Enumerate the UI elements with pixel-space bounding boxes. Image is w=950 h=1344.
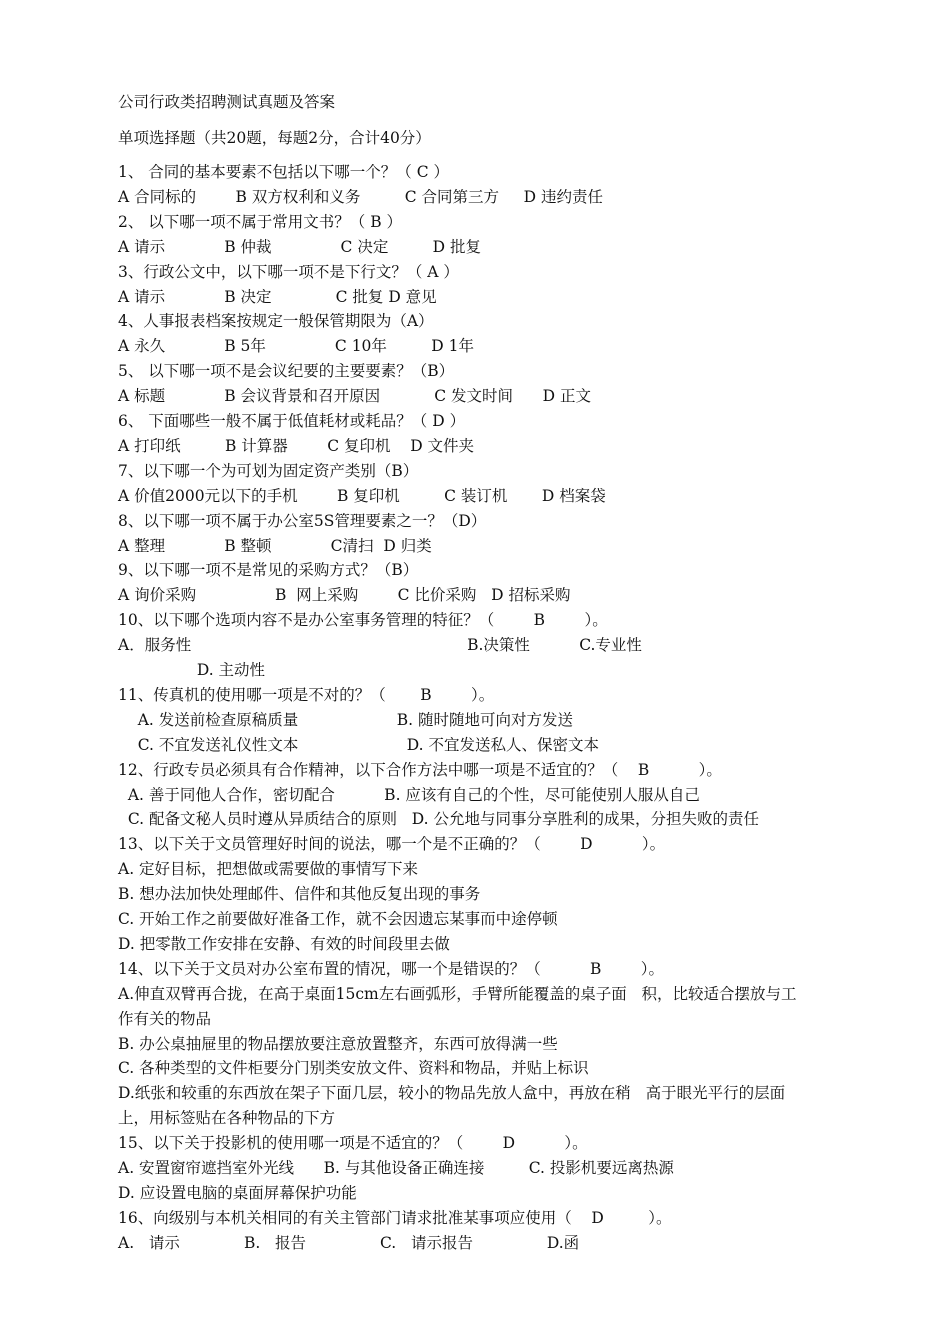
text-line: A 请示 B 决定 C 批复 D 意见 xyxy=(118,287,437,306)
text-line: B. 办公桌抽屉里的物品摆放要注意放置整齐，东西可放得满一些 xyxy=(118,1034,558,1053)
text-line: 3、行政公文中，以下哪一项不是下行文？（ A ） xyxy=(118,262,459,281)
text-line: 9、以下哪一项不是常见的采购方式？（B） xyxy=(118,561,419,580)
text-line: A 询价采购 B 网上采购 C 比价采购 D 招标采购 xyxy=(118,586,571,605)
text-line: A 价值2000元以下的手机 B 复印机 C 装订机 D 档案袋 xyxy=(118,486,606,505)
text-line: A 标题 B 会议背景和召开原因 C 发文时间 D 正文 xyxy=(118,387,591,406)
text-line: A. 定好目标，把想做或需要做的事情写下来 xyxy=(118,860,419,879)
text-line: A. 发送前检查原稿质量 B. 随时随地可向对方发送 xyxy=(118,710,574,729)
text-line: A 永久 B 5年 C 10年 D 1年 xyxy=(118,337,474,356)
text-line: 11、传真机的使用哪一项是不对的？（ B ）。 xyxy=(118,685,495,704)
text-line: A 整理 B 整顿 C清扫 D 归类 xyxy=(118,536,432,555)
text-line: A. 请示 B. 报告 C. 请示报告 D.函 xyxy=(118,1233,580,1252)
document-title: 公司行政类招聘测试真题及答案 xyxy=(118,93,336,111)
text-line: A 合同标的 B 双方权利和义务 C 合同第三方 D 违约责任 xyxy=(118,187,603,206)
text-line: C. 不宜发送礼仪性文本 D. 不宜发送私人、保密文本 xyxy=(118,735,599,754)
text-line: B. 想办法加快处理邮件、信件和其他反复出现的事务 xyxy=(118,885,481,904)
text-line: 14、以下关于文员对办公室布置的情况，哪一个是错误的？（ B ）。 xyxy=(118,959,665,978)
text-line: A 请示 B 仲裁 C 决定 D 批复 xyxy=(118,237,482,256)
text-line: 13、以下关于文员管理好时间的说法，哪一个是不正确的？（ D ）。 xyxy=(118,835,666,854)
text-line: 上，用标签贴在各种物品的下方 xyxy=(118,1109,336,1128)
text-line: 8、以下哪一项不属于办公室5S管理要素之一？（D） xyxy=(118,511,487,530)
text-line: 1、 合同的基本要素不包括以下哪一个？（ C ） xyxy=(118,163,450,181)
text-line: A. 善于同他人合作，密切配合 B. 应该有自己的个性，尽可能使别人服从自己 xyxy=(118,785,700,804)
text-line: A．服务性 B.决策性 C.专业性 xyxy=(118,636,642,655)
text-line: D.纸张和较重的东西放在架子下面几层，较小的物品先放人盒中，再放在稍 高于眼光平行的层面 xyxy=(118,1084,786,1103)
text-line: C. 各种类型的文件柜要分门别类安放文件、资料和物品，并贴上标识 xyxy=(118,1059,589,1078)
text-line: A.伸直双臂再合拢，在高于桌面15cm左右画弧形，手臂所能覆盖的桌子面 积，比较适合摆放与工 xyxy=(118,984,797,1003)
text-line: 12、行政专员必须具有合作精神，以下合作方法中哪一项是不适宜的？（ B ）。 xyxy=(118,760,722,779)
text-line: A. 安置窗帘遮挡室外光线 B. 与其他设备正确连接 C. 投影机要远离热源 xyxy=(118,1159,674,1177)
section-heading: 单项选择题（共20题，每题2分，合计40分） xyxy=(118,129,431,147)
text-line: C. 开始工作之前要做好准备工作，就不会因遗忘某事而中途停顿 xyxy=(118,910,558,928)
text-line: 5、 以下哪一项不是会议纪要的主要要素？（B） xyxy=(118,362,455,381)
text-line: D. 应设置电脑的桌面屏幕保护功能 xyxy=(118,1183,357,1202)
text-line: D. 主动性 xyxy=(118,661,266,679)
text-line: D. 把零散工作安排在安静、有效的时间段里去做 xyxy=(118,934,450,953)
text-line: 2、 以下哪一项不属于常用文书？（ B ） xyxy=(118,212,403,231)
text-line: C. 配备文秘人员时遵从异质结合的原则 D. 公允地与同事分享胜利的成果，分担失败的责任 xyxy=(118,810,760,829)
text-line: 15、以下关于投影机的使用哪一项是不适宜的？（ D ）。 xyxy=(118,1134,588,1153)
text-line: 6、 下面哪些一般不属于低值耗材或耗品？（ D ） xyxy=(118,412,466,430)
text-line: 7、以下哪一个为可划为固定资产类别（B） xyxy=(118,461,419,480)
text-line: A 打印纸 B 计算器 C 复印机 D 文件夹 xyxy=(118,436,475,455)
text-line: 4、人事报表档案按规定一般保管期限为（A） xyxy=(118,312,434,331)
text-line: 作有关的物品 xyxy=(118,1009,212,1028)
text-line: 10、以下哪个选项内容不是办公室事务管理的特征？（ B ）。 xyxy=(118,611,608,630)
text-line: 16、向级别与本机关相同的有关主管部门请求批准某事项应使用（ D ）。 xyxy=(118,1208,672,1227)
